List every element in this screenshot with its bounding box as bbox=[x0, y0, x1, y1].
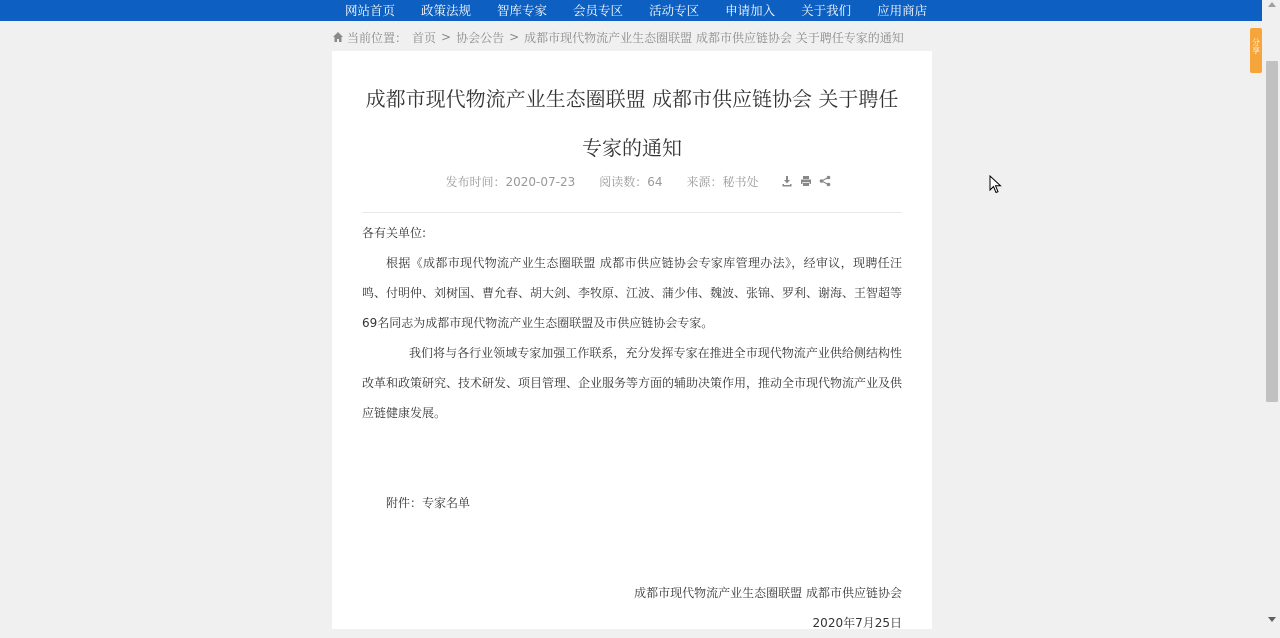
breadcrumb-home-link[interactable]: 首页 bbox=[412, 30, 437, 45]
breadcrumb-current: 成都市现代物流产业生态圈联盟 成都市供应链协会 关于聘任专家的通知 bbox=[524, 30, 904, 45]
article-meta bbox=[332, 173, 932, 189]
top-navigation bbox=[0, 0, 1262, 21]
scroll-down-arrow-icon[interactable] bbox=[1268, 617, 1276, 622]
breadcrumb bbox=[332, 29, 904, 45]
breadcrumb-separator: > bbox=[441, 30, 452, 44]
nav-item[interactable]: 政策法规 bbox=[421, 2, 472, 18]
breadcrumb-label: 当前位置： bbox=[347, 30, 408, 45]
scroll-thumb[interactable] bbox=[1266, 61, 1278, 402]
mouse-cursor-icon bbox=[989, 175, 1003, 195]
home-icon bbox=[332, 31, 344, 43]
nav-item[interactable]: 活动专区 bbox=[649, 2, 700, 18]
print-icon[interactable] bbox=[800, 175, 812, 187]
nav-item[interactable]: 应用商店 bbox=[877, 2, 928, 18]
article-body bbox=[362, 223, 902, 638]
breadcrumb-section-link[interactable]: 协会公告 bbox=[456, 30, 505, 45]
share-tab-label: 分享 bbox=[1251, 38, 1261, 54]
view-count: 阅读数：64 bbox=[599, 174, 663, 189]
nav-menu bbox=[332, 0, 940, 21]
article-tools bbox=[781, 175, 831, 187]
share-tab[interactable] bbox=[1250, 28, 1262, 73]
share-icon[interactable] bbox=[819, 175, 831, 187]
nav-item[interactable]: 网站首页 bbox=[345, 2, 396, 18]
paragraph: 根据《成都市现代物流产业生态圈联盟 成都市供应链协会专家库管理办法》，经审议，现聘任汪鸣、付明仲、刘树国、曹允春、胡大剑、李牧原、江波、蒲少伟、魏波、张锦、罗利、谢海、王智超等69名同志为成都市现代物流产业生态圈联盟及市供应链协会专家。 bbox=[362, 256, 903, 330]
scrollbar[interactable] bbox=[1264, 0, 1280, 629]
paragraph: 我们将与各行业领域专家加强工作联系，充分发挥专家在推进全市现代物流产业供给侧结构性改革和政策研究、技术研发、项目管理、企业服务等方面的辅助决策作用，推动全市现代物流产业及供应链健康发展。 bbox=[362, 346, 903, 420]
nav-item[interactable]: 智库专家 bbox=[497, 2, 548, 18]
attachment-link[interactable]: 附件：专家名单 bbox=[386, 496, 471, 510]
signature-date: 2020年7月25日 bbox=[812, 616, 902, 630]
article-card bbox=[332, 51, 932, 629]
scroll-up-arrow-icon[interactable] bbox=[1268, 2, 1276, 7]
publish-time: 发布时间：2020-07-23 bbox=[445, 174, 576, 189]
nav-item[interactable]: 关于我们 bbox=[801, 2, 852, 18]
nav-item[interactable]: 会员专区 bbox=[573, 2, 624, 18]
article-source: 来源：秘书处 bbox=[686, 174, 759, 189]
article-title: 成都市现代物流产业生态圈联盟 成都市供应链协会 关于聘任专家的通知 bbox=[365, 87, 899, 160]
breadcrumb-separator: > bbox=[509, 30, 520, 44]
signature: 成都市现代物流产业生态圈联盟 成都市供应链协会 bbox=[634, 586, 902, 600]
divider bbox=[362, 212, 902, 213]
nav-item[interactable]: 申请加入 bbox=[725, 2, 776, 18]
download-icon[interactable] bbox=[781, 175, 793, 187]
salutation: 各有关单位: bbox=[362, 226, 427, 240]
